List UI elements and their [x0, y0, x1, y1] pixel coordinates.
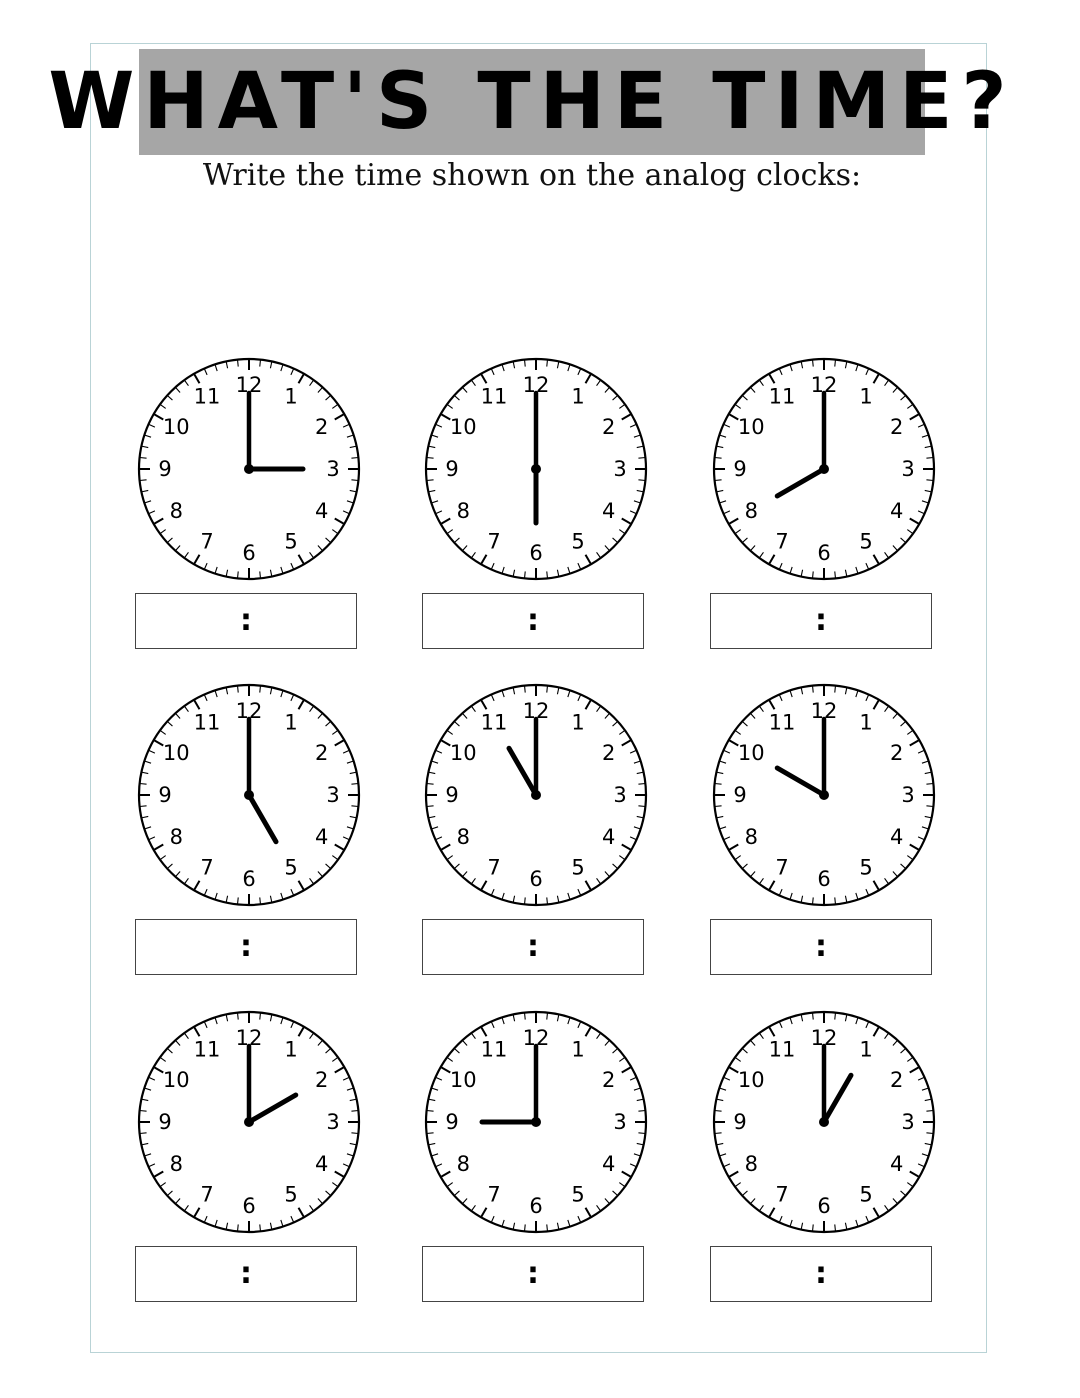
time-answer-box[interactable]: [422, 919, 644, 975]
clock-numeral: 10: [162, 741, 190, 765]
clock-numeral: 6: [242, 541, 256, 565]
clock-numeral: 1: [284, 384, 298, 409]
minute-tick: [238, 686, 239, 693]
minute-tick: [813, 571, 814, 578]
clock-item: [134, 354, 364, 654]
clock-numeral: 4: [315, 1152, 329, 1176]
clock-numeral: 4: [602, 499, 616, 523]
clock-item: [421, 354, 651, 654]
time-answer-box[interactable]: [710, 1246, 932, 1302]
minute-tick: [835, 360, 836, 367]
clock-numeral: 8: [744, 825, 758, 849]
clock-numeral: 5: [284, 855, 298, 880]
clock-numeral: 11: [193, 384, 221, 409]
clock-numeral: 12: [235, 699, 263, 723]
minute-tick: [638, 458, 645, 459]
minute-tick: [140, 1133, 147, 1134]
time-answer-box[interactable]: [135, 919, 357, 975]
clock-numeral: 12: [522, 373, 550, 397]
clock-item: [709, 1007, 939, 1307]
minute-tick: [813, 1013, 814, 1020]
clock-numeral: 7: [487, 529, 501, 554]
minute-tick: [525, 360, 526, 367]
minute-tick: [140, 806, 147, 807]
time-separator: :: [815, 1256, 827, 1291]
clock-numeral: 3: [326, 1110, 340, 1134]
clock-numeral: 4: [890, 1152, 904, 1176]
clock-numeral: 9: [158, 783, 172, 807]
minute-tick: [238, 360, 239, 367]
clock-numeral: 9: [158, 457, 172, 481]
clock-numeral: 9: [733, 1110, 747, 1134]
clock-numeral: 10: [737, 741, 765, 765]
time-answer-box[interactable]: [422, 1246, 644, 1302]
minute-tick: [140, 480, 147, 481]
minute-tick: [926, 480, 933, 481]
minute-tick: [427, 1133, 434, 1134]
clock-numeral: 7: [200, 1182, 214, 1207]
clock-numeral: 1: [859, 710, 873, 735]
clock-numeral: 12: [235, 373, 263, 397]
clock-numeral: 5: [571, 1182, 585, 1207]
clock-item: [709, 680, 939, 980]
clock-numeral: 12: [810, 1026, 838, 1050]
clock-numeral: 12: [522, 1026, 550, 1050]
clock-center-dot: [244, 464, 254, 474]
clock-numeral: 9: [733, 457, 747, 481]
clock-numeral: 7: [487, 1182, 501, 1207]
minute-tick: [351, 458, 358, 459]
minute-tick: [238, 571, 239, 578]
minute-tick: [525, 1013, 526, 1020]
minute-tick: [427, 458, 434, 459]
clock-numeral: 9: [733, 783, 747, 807]
minute-tick: [926, 1133, 933, 1134]
clock-numeral: 11: [193, 710, 221, 735]
clock-numeral: 12: [810, 699, 838, 723]
clock-numeral: 2: [315, 1068, 329, 1092]
analog-clock: [421, 680, 651, 910]
clock-numeral: 2: [890, 741, 904, 765]
clock-numeral: 10: [449, 415, 477, 439]
clock-numeral: 8: [169, 1152, 183, 1176]
clock-numeral: 10: [162, 1068, 190, 1092]
time-answer-box[interactable]: [710, 593, 932, 649]
analog-clock: [421, 1007, 651, 1237]
clock-numeral: 1: [571, 384, 585, 409]
clock-numeral: 6: [817, 541, 831, 565]
minute-tick: [525, 1224, 526, 1231]
title-banner: [48, 49, 1016, 155]
minute-tick: [427, 480, 434, 481]
clock-center-dot: [244, 790, 254, 800]
minute-tick: [351, 1133, 358, 1134]
clock-numeral: 7: [775, 855, 789, 880]
minute-tick: [427, 806, 434, 807]
minute-tick: [715, 1111, 722, 1112]
clock-numeral: 6: [529, 1194, 543, 1218]
minute-tick: [813, 1224, 814, 1231]
clock-numeral: 6: [817, 1194, 831, 1218]
minute-tick: [260, 571, 261, 578]
clock-numeral: 1: [571, 710, 585, 735]
clock-numeral: 11: [480, 1037, 508, 1062]
time-separator: :: [240, 603, 252, 638]
clock-numeral: 1: [571, 1037, 585, 1062]
clock-numeral: 11: [480, 384, 508, 409]
clock-numeral: 9: [445, 1110, 459, 1134]
clock-numeral: 5: [859, 855, 873, 880]
clock-numeral: 5: [571, 529, 585, 554]
minute-tick: [260, 1013, 261, 1020]
clock-center-dot: [819, 464, 829, 474]
clock-numeral: 8: [744, 499, 758, 523]
clock-numeral: 1: [859, 384, 873, 409]
minute-tick: [140, 1111, 147, 1112]
minute-tick: [351, 784, 358, 785]
minute-tick: [547, 1013, 548, 1020]
clock-numeral: 7: [487, 855, 501, 880]
minute-tick: [525, 686, 526, 693]
minute-tick: [926, 1111, 933, 1112]
minute-tick: [427, 784, 434, 785]
clock-numeral: 4: [602, 1152, 616, 1176]
minute-tick: [715, 458, 722, 459]
minute-tick: [813, 897, 814, 904]
clock-numeral: 7: [200, 529, 214, 554]
minute-tick: [351, 1111, 358, 1112]
clock-numeral: 2: [602, 415, 616, 439]
clock-numeral: 11: [768, 384, 796, 409]
clock-numeral: 7: [775, 529, 789, 554]
clock-numeral: 4: [315, 825, 329, 849]
clock-numeral: 6: [817, 867, 831, 891]
minute-tick: [813, 686, 814, 693]
minute-tick: [715, 480, 722, 481]
clock-numeral: 11: [193, 1037, 221, 1062]
clock-numeral: 2: [890, 1068, 904, 1092]
clock-numeral: 3: [326, 457, 340, 481]
page-title: WHAT'S THE TIME?: [48, 57, 1016, 147]
clock-numeral: 5: [284, 529, 298, 554]
time-separator: :: [815, 929, 827, 964]
time-answer-box[interactable]: [422, 593, 644, 649]
minute-tick: [260, 897, 261, 904]
minute-tick: [260, 686, 261, 693]
clock-numeral: 9: [445, 783, 459, 807]
clock-numeral: 4: [602, 825, 616, 849]
clock-center-dot: [531, 790, 541, 800]
minute-tick: [547, 1224, 548, 1231]
clock-numeral: 8: [169, 825, 183, 849]
clock-numeral: 11: [768, 710, 796, 735]
clock-center-dot: [531, 464, 541, 474]
clock-numeral: 5: [571, 855, 585, 880]
minute-tick: [835, 897, 836, 904]
clock-numeral: 3: [901, 783, 915, 807]
time-answer-box[interactable]: [135, 593, 357, 649]
minute-tick: [835, 686, 836, 693]
clock-center-dot: [244, 1117, 254, 1127]
time-separator: :: [527, 1256, 539, 1291]
analog-clock: [709, 354, 939, 584]
clock-numeral: 4: [890, 499, 904, 523]
clock-numeral: 7: [200, 855, 214, 880]
minute-tick: [140, 784, 147, 785]
instructions: Write the time shown on the analog clocks:: [202, 158, 862, 193]
minute-tick: [547, 897, 548, 904]
clock-numeral: 1: [284, 1037, 298, 1062]
clock-numeral: 12: [522, 699, 550, 723]
clock-numeral: 5: [284, 1182, 298, 1207]
analog-clock: [709, 1007, 939, 1237]
time-answer-box[interactable]: [710, 919, 932, 975]
clock-numeral: 5: [859, 529, 873, 554]
clock-numeral: 2: [315, 741, 329, 765]
clock-numeral: 8: [456, 499, 470, 523]
minute-tick: [638, 806, 645, 807]
clock-numeral: 6: [242, 1194, 256, 1218]
clock-numeral: 8: [169, 499, 183, 523]
minute-tick: [813, 360, 814, 367]
minute-tick: [351, 806, 358, 807]
analog-clock: [134, 680, 364, 910]
minute-tick: [638, 1133, 645, 1134]
clock-numeral: 11: [768, 1037, 796, 1062]
clock-numeral: 3: [613, 1110, 627, 1134]
clock-numeral: 9: [158, 1110, 172, 1134]
minute-tick: [835, 1224, 836, 1231]
minute-tick: [351, 480, 358, 481]
clock-numeral: 2: [602, 1068, 616, 1092]
clock-item: [134, 680, 364, 980]
minute-tick: [835, 571, 836, 578]
minute-tick: [715, 1133, 722, 1134]
clock-numeral: 3: [613, 783, 627, 807]
clock-numeral: 4: [315, 499, 329, 523]
clock-numeral: 11: [480, 710, 508, 735]
clock-numeral: 2: [315, 415, 329, 439]
minute-tick: [638, 480, 645, 481]
minute-tick: [926, 458, 933, 459]
clock-numeral: 6: [242, 867, 256, 891]
clock-center-dot: [531, 1117, 541, 1127]
analog-clock: [709, 680, 939, 910]
clock-numeral: 2: [890, 415, 904, 439]
clock-numeral: 1: [284, 710, 298, 735]
clock-numeral: 5: [859, 1182, 873, 1207]
clock-numeral: 4: [890, 825, 904, 849]
time-separator: :: [240, 1256, 252, 1291]
clock-numeral: 1: [859, 1037, 873, 1062]
clock-numeral: 10: [737, 415, 765, 439]
analog-clock: [134, 354, 364, 584]
minute-tick: [835, 1013, 836, 1020]
minute-tick: [715, 806, 722, 807]
minute-tick: [638, 1111, 645, 1112]
minute-tick: [238, 1013, 239, 1020]
clock-numeral: 10: [449, 1068, 477, 1092]
clock-numeral: 6: [529, 867, 543, 891]
clock-numeral: 3: [613, 457, 627, 481]
minute-tick: [525, 571, 526, 578]
minute-tick: [638, 784, 645, 785]
minute-tick: [140, 458, 147, 459]
minute-tick: [926, 784, 933, 785]
analog-clock: [421, 354, 651, 584]
minute-tick: [238, 897, 239, 904]
minute-tick: [525, 897, 526, 904]
analog-clock: [134, 1007, 364, 1237]
clock-numeral: 3: [901, 457, 915, 481]
clock-numeral: 12: [235, 1026, 263, 1050]
time-separator: :: [240, 929, 252, 964]
time-separator: :: [815, 603, 827, 638]
clock-numeral: 10: [162, 415, 190, 439]
minute-tick: [238, 1224, 239, 1231]
clock-numeral: 7: [775, 1182, 789, 1207]
clock-numeral: 6: [529, 541, 543, 565]
clock-item: [421, 1007, 651, 1307]
minute-tick: [260, 360, 261, 367]
clock-numeral: 8: [744, 1152, 758, 1176]
clock-item: [134, 1007, 364, 1307]
clock-numeral: 10: [449, 741, 477, 765]
clock-numeral: 2: [602, 741, 616, 765]
time-answer-box[interactable]: [135, 1246, 357, 1302]
minute-tick: [547, 571, 548, 578]
clock-item: [709, 354, 939, 654]
clock-numeral: 9: [445, 457, 459, 481]
clock-numeral: 12: [810, 373, 838, 397]
clock-numeral: 3: [326, 783, 340, 807]
clock-numeral: 10: [737, 1068, 765, 1092]
clock-center-dot: [819, 1117, 829, 1127]
minute-tick: [715, 784, 722, 785]
clock-center-dot: [819, 790, 829, 800]
minute-tick: [427, 1111, 434, 1112]
clock-numeral: 3: [901, 1110, 915, 1134]
minute-tick: [547, 686, 548, 693]
minute-tick: [926, 806, 933, 807]
time-separator: :: [527, 603, 539, 638]
minute-tick: [260, 1224, 261, 1231]
time-separator: :: [527, 929, 539, 964]
clock-item: [421, 680, 651, 980]
minute-tick: [547, 360, 548, 367]
clock-numeral: 8: [456, 825, 470, 849]
clock-numeral: 8: [456, 1152, 470, 1176]
